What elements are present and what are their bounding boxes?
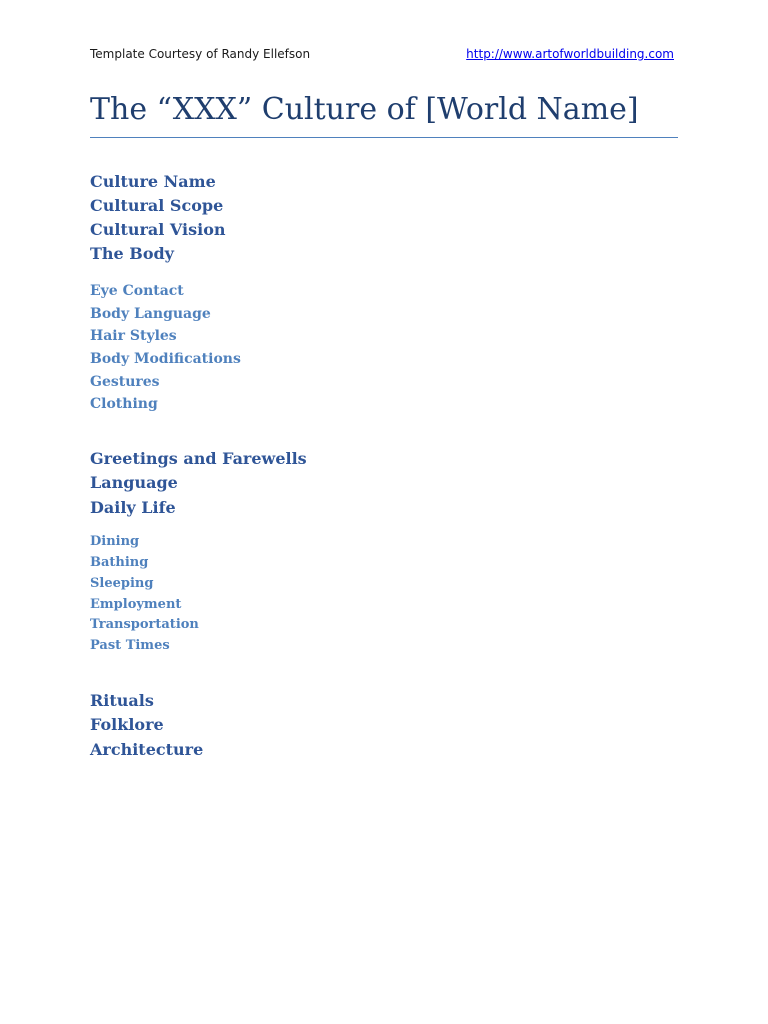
heading-cultural-scope: Cultural Scope <box>90 196 224 215</box>
heading-rituals: Rituals <box>90 691 154 710</box>
subheading-gestures: Gestures <box>90 374 160 390</box>
subheading-clothing: Clothing <box>90 396 158 412</box>
heading-greetings-farewells: Greetings and Farewells <box>90 449 307 468</box>
heading-daily-life: Daily Life <box>90 498 176 517</box>
subheading-bathing: Bathing <box>90 555 149 570</box>
subheading-dining: Dining <box>90 534 140 549</box>
subheading-hair-styles: Hair Styles <box>90 328 177 344</box>
header-link[interactable]: http://www.artofworldbuilding.com <box>466 47 674 61</box>
heading-culture-name: Culture Name <box>90 172 216 191</box>
heading-folklore: Folklore <box>90 715 164 734</box>
heading-architecture: Architecture <box>90 740 204 759</box>
subheading-body-language: Body Language <box>90 306 211 322</box>
subheading-eye-contact: Eye Contact <box>90 283 184 299</box>
subheading-past-times: Past Times <box>90 638 170 653</box>
heading-cultural-vision: Cultural Vision <box>90 220 226 239</box>
title-divider <box>90 137 678 138</box>
subheading-transportation: Transportation <box>90 617 199 632</box>
page-title: The “XXX” Culture of [World Name] <box>90 92 639 127</box>
heading-language: Language <box>90 473 178 492</box>
subheading-employment: Employment <box>90 597 182 612</box>
header-credit: Template Courtesy of Randy Ellefson <box>90 47 311 61</box>
subheading-body-modifications: Body Modifications <box>90 351 241 367</box>
heading-the-body: The Body <box>90 244 174 263</box>
subheading-sleeping: Sleeping <box>90 576 154 591</box>
